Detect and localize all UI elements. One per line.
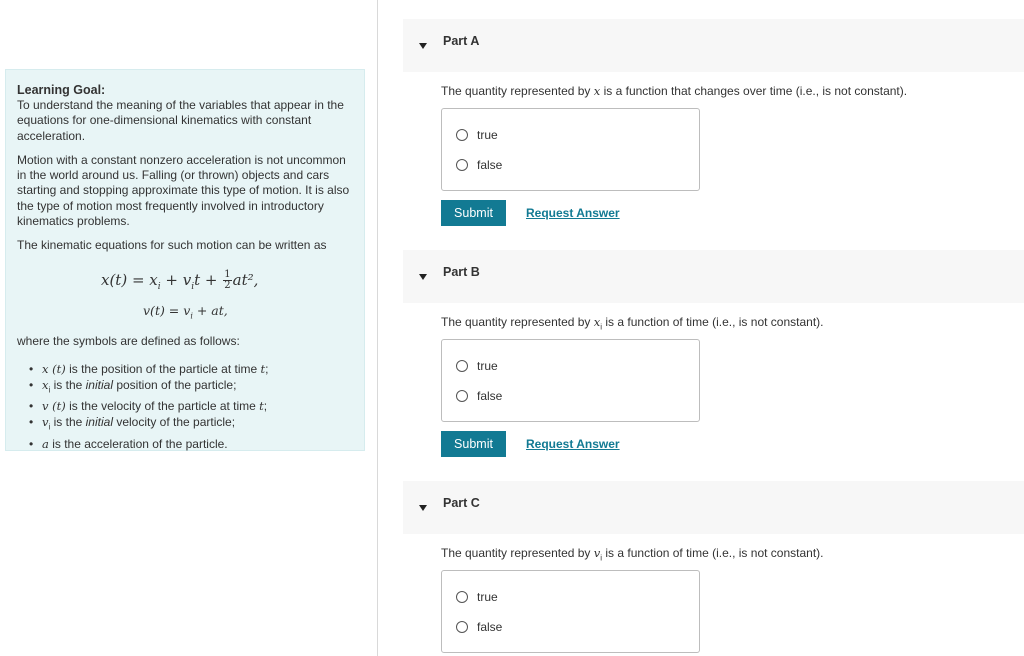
- part-b-question: The quantity represented by $x_i$ is a function of time (i.e., is not constant).: [441, 315, 824, 332]
- triangle-down-icon: [419, 43, 427, 49]
- velocity-equation: $v(t) = v_i$ + at,: [143, 302, 228, 321]
- part-c-collapse-toggle[interactable]: [419, 481, 430, 534]
- radio-button-icon[interactable]: [456, 360, 468, 372]
- part-b-options: [441, 339, 700, 422]
- list-item: • x (t) is the position of the particle at time t;: [42, 361, 353, 377]
- part-a-question: The quantity represented by x is a function that changes over time (i.e., is not constant).: [441, 84, 908, 98]
- list-item: • v (t) is the velocity of the particle at time t;: [42, 398, 353, 414]
- part-a-request-answer-link[interactable]: Request Answer: [526, 206, 620, 220]
- list-item: • $x_i$ is the initial position of the particle;: [42, 377, 353, 398]
- learning-goal-column: [0, 0, 378, 656]
- radio-button-icon[interactable]: [456, 591, 468, 603]
- part-a-option-false[interactable]: false: [456, 157, 502, 173]
- radio-button-icon[interactable]: [456, 129, 468, 141]
- one-half-fraction: $\frac{1}{2}$: [224, 269, 231, 292]
- equations-intro: The kinematic equations for such motion can be written as: [17, 238, 327, 253]
- triangle-down-icon: [419, 274, 427, 280]
- part-c-title: Part C: [443, 496, 480, 510]
- part-c-option-true[interactable]: true: [456, 589, 498, 605]
- part-b-header: [403, 250, 1024, 303]
- list-item: • $v_i$ is the initial velocity of the particle;: [42, 414, 353, 435]
- list-item: • a is the acceleration of the particle.: [42, 436, 353, 452]
- questions-column: [379, 0, 1024, 656]
- part-b-collapse-toggle[interactable]: [419, 250, 430, 303]
- part-a-submit-button[interactable]: Submit: [441, 200, 506, 226]
- part-b-option-true[interactable]: true: [456, 358, 498, 374]
- part-a-options: [441, 108, 700, 191]
- symbols-intro: where the symbols are defined as follows:: [17, 333, 240, 348]
- part-a-option-true[interactable]: true: [456, 127, 498, 143]
- part-b-request-answer-link[interactable]: Request Answer: [526, 437, 620, 451]
- part-b-submit-button[interactable]: Submit: [441, 431, 506, 457]
- radio-button-icon[interactable]: [456, 390, 468, 402]
- radio-button-icon[interactable]: [456, 621, 468, 633]
- symbol-definitions-list: [17, 361, 353, 452]
- triangle-down-icon: [419, 505, 427, 511]
- part-c-question: The quantity represented by $v_i$ is a function of time (i.e., is not constant).: [441, 546, 824, 563]
- intro-paragraph: Motion with a constant nonzero acceleration is not uncommon in the world around us. Falling (or thrown) objects and cars starting and stopping approximate this type of motion. It is also the type of motion most frequently involved in introductory kinematics problems.: [17, 152, 350, 229]
- radio-button-icon[interactable]: [456, 159, 468, 171]
- position-equation: $x(t) = x_i + v_it$ + $\frac{1}{2}$ at²,: [101, 269, 259, 292]
- part-a-title: Part A: [443, 34, 480, 48]
- learning-goal-box: [5, 69, 365, 451]
- learning-goal-title: Learning Goal:: [17, 83, 106, 97]
- part-a-header: [403, 19, 1024, 72]
- part-c-options: [441, 570, 700, 653]
- part-c-header: [403, 481, 1024, 534]
- part-c-option-false[interactable]: false: [456, 619, 502, 635]
- learning-goal-text: To understand the meaning of the variables that appear in the equations for one-dimensional kinematics with constant acceleration.: [17, 98, 344, 143]
- part-b-option-false[interactable]: false: [456, 388, 502, 404]
- part-b-title: Part B: [443, 265, 480, 279]
- part-a-collapse-toggle[interactable]: [419, 19, 430, 72]
